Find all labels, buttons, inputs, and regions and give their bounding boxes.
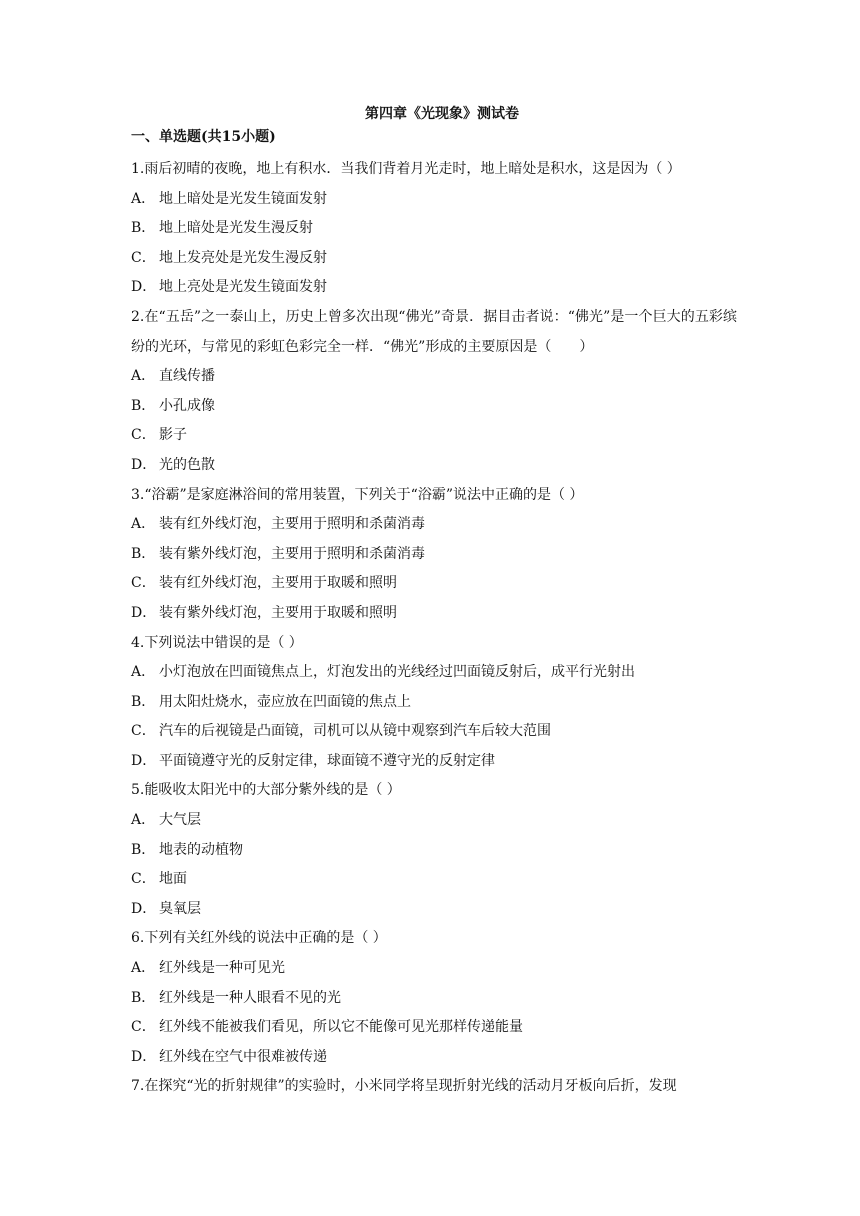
answer-option [131, 451, 741, 481]
answer-option [131, 599, 741, 629]
option-text: 地上发亮处是光发生漫反射 [159, 249, 327, 266]
question-1 [131, 155, 741, 303]
answer-option [131, 954, 741, 984]
question-4 [131, 629, 741, 777]
question-text: 3.“浴霸”是家庭淋浴间的常用装置，下列关于“浴霸”说法中正确的是（ ） [131, 486, 584, 503]
answer-option [131, 392, 741, 422]
answer-option [131, 421, 741, 451]
answer-option [131, 273, 741, 303]
option-text: 臭氧层 [159, 900, 201, 917]
answer-option [131, 984, 741, 1014]
question-2 [131, 303, 741, 481]
answer-option [131, 747, 741, 777]
answer-option [131, 895, 741, 925]
option-letter: C． [131, 575, 156, 592]
question-text: 5.能吸收太阳光中的大部分紫外线的是（ ） [131, 782, 401, 799]
question-text: 6.下列有关红外线的说法中正确的是（ ） [131, 930, 387, 947]
option-text: 地表的动植物 [159, 841, 243, 858]
option-text: 光的色散 [159, 456, 215, 473]
option-text: 地上亮处是光发生镜面发射 [159, 279, 327, 296]
document-content [131, 103, 741, 1102]
answer-option [131, 510, 741, 540]
option-letter: C． [131, 723, 156, 740]
answer-option [131, 569, 741, 599]
option-text: 装有红外线灯泡，主要用于照明和杀菌消毒 [159, 516, 425, 533]
option-text: 红外线不能被我们看见，所以它不能像可见光那样传递能量 [159, 1019, 523, 1036]
answer-option [131, 658, 741, 688]
answer-option [131, 540, 741, 570]
option-letter: B． [131, 545, 156, 562]
option-letter: A． [131, 960, 156, 977]
option-text: 红外线是一种可见光 [159, 960, 285, 977]
option-text: 装有紫外线灯泡，主要用于取暖和照明 [159, 604, 397, 621]
question-text: 4.下列说法中错误的是（ ） [131, 634, 303, 651]
option-letter: A． [131, 368, 156, 385]
answer-option [131, 1043, 741, 1073]
question-text: 1.雨后初晴的夜晚，地上有积水．当我们背着月光走时，地上暗处是积水，这是因为（ ） [131, 161, 681, 177]
question-5 [131, 776, 741, 924]
option-letter: B． [131, 841, 156, 858]
option-letter: D． [131, 604, 157, 621]
option-text: 大气层 [159, 812, 201, 829]
option-letter: B． [131, 220, 156, 237]
option-text: 地上暗处是光发生漫反射 [159, 220, 313, 237]
option-text: 小孔成像 [159, 397, 215, 414]
question-list [131, 155, 741, 1102]
answer-option [131, 1013, 741, 1043]
option-letter: A． [131, 812, 156, 829]
option-text: 装有紫外线灯泡，主要用于照明和杀菌消毒 [159, 545, 425, 562]
option-text: 影子 [159, 427, 187, 444]
page-title: 第四章《光现象》测试卷 [365, 106, 519, 122]
option-letter: B． [131, 693, 156, 710]
option-letter: C． [131, 1019, 156, 1036]
answer-option [131, 185, 741, 215]
answer-option [131, 244, 741, 274]
option-letter: B． [131, 989, 156, 1006]
answer-option [131, 688, 741, 718]
option-text: 地上暗处是光发生镜面发射 [159, 190, 327, 207]
option-text: 地面 [159, 871, 187, 888]
option-letter: D． [131, 900, 157, 917]
option-text: 装有红外线灯泡，主要用于取暖和照明 [159, 575, 397, 592]
question-text: 7.在探究“光的折射规律”的实验时，小米同学将呈现折射光线的活动月牙板向后折，发现 [131, 1078, 677, 1095]
option-letter: D． [131, 752, 157, 769]
option-text: 直线传播 [159, 368, 215, 385]
option-text: 汽车的后视镜是凸面镜，司机可以从镜中观察到汽车后较大范围 [159, 723, 551, 740]
answer-option [131, 717, 741, 747]
option-letter: B． [131, 397, 156, 414]
option-letter: A． [131, 190, 156, 207]
question-6 [131, 924, 741, 1072]
section-heading: 一、单选题(共15小题) [131, 129, 276, 145]
option-letter: C． [131, 871, 156, 888]
answer-option [131, 214, 741, 244]
question-7 [131, 1072, 741, 1102]
option-text: 红外线是一种人眼看不见的光 [159, 989, 341, 1006]
question-text: 2.在“五岳”之一泰山上，历史上曾多次出现“佛光”奇景．据目击者说：“佛光”是一个巨大的五彩缤纷的光环，与常见的彩虹色彩完全一样．“佛光”形成的主要原因是（ ） [131, 308, 737, 355]
option-letter: A． [131, 664, 156, 681]
option-text: 红外线在空气中很难被传递 [159, 1048, 327, 1065]
option-letter: C． [131, 427, 156, 444]
answer-option [131, 865, 741, 895]
answer-option [131, 362, 741, 392]
option-text: 小灯泡放在凹面镜焦点上，灯泡发出的光线经过凹面镜反射后，成平行光射出 [159, 664, 635, 681]
option-letter: A． [131, 516, 156, 533]
answer-option [131, 806, 741, 836]
option-letter: D． [131, 456, 157, 473]
answer-option [131, 836, 741, 866]
question-3 [131, 481, 741, 629]
option-letter: C． [131, 249, 156, 266]
option-text: 用太阳灶烧水，壶应放在凹面镜的焦点上 [159, 693, 411, 710]
option-text: 平面镜遵守光的反射定律，球面镜不遵守光的反射定律 [159, 752, 495, 769]
option-letter: D． [131, 1048, 157, 1065]
option-letter: D． [131, 279, 157, 296]
